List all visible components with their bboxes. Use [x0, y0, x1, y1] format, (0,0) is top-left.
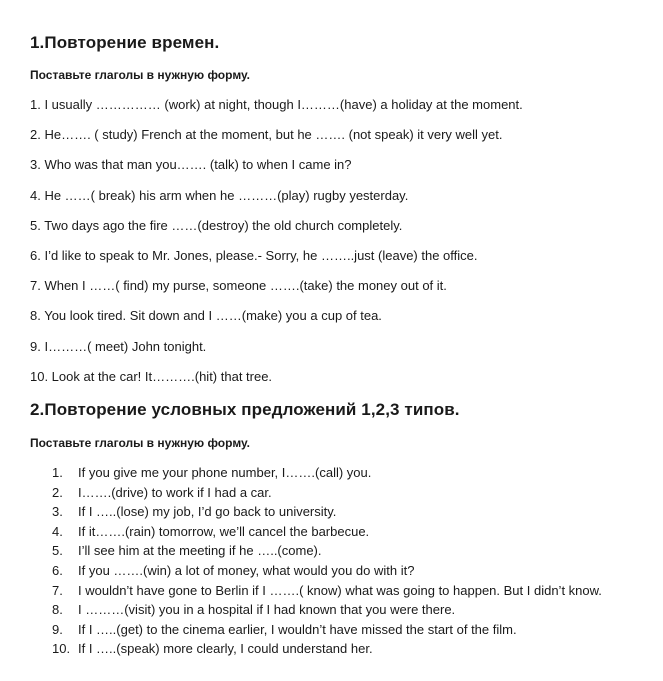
- item-number: 6.: [52, 562, 63, 578]
- item-number: 1.: [52, 465, 63, 480]
- section1-item: 6. I’d like to speak to Mr. Jones, please.- Sorry, he ……..just (leave) the office.: [30, 247, 478, 263]
- section2-title: 2.Повторение условных предложений 1,2,3 типов.: [30, 400, 460, 419]
- section2-item: [52, 464, 602, 484]
- item-text: If I …..(speak) more clearly, I could understand her.: [78, 641, 373, 657]
- section1-item: 2. He……. ( study) French at the moment, but he ……. (not speak) it very well yet.: [30, 127, 503, 143]
- item-number: 9.: [52, 621, 63, 637]
- item-number: 10.: [52, 641, 71, 657]
- item-text: If it…….(rain) tomorrow, we’ll cancel the barbecue.: [78, 523, 370, 539]
- section2-item: [52, 601, 602, 621]
- item-text: If you give me your phone number, I…….(call) you.: [78, 465, 372, 480]
- item-text: If I …..(lose) my job, I’d go back to university.: [78, 504, 337, 520]
- item-number: 2.: [52, 484, 63, 500]
- item-text: If you …….(win) a lot of money, what would you do with it?: [78, 562, 415, 578]
- section2-instruction: Поставьте глаголы в нужную форму.: [30, 436, 250, 450]
- item-number: 7.: [52, 582, 63, 598]
- section2-exercise-list: [52, 464, 602, 660]
- section1-item: 4. He ……( break) his arm when he ………(play) rugby yesterday.: [30, 187, 409, 203]
- section2-item: [52, 582, 602, 602]
- section2-item: [52, 523, 602, 543]
- section2-item: [52, 503, 602, 523]
- item-number: 3.: [52, 504, 63, 520]
- section2-item: [52, 542, 602, 562]
- section1-item: 3. Who was that man you……. (talk) to when I came in?: [30, 157, 352, 173]
- item-text: I’ll see him at the meeting if he …..(come).: [78, 543, 322, 559]
- section2-item: [52, 484, 602, 504]
- section1-item: 10. Look at the car! It……….(hit) that tree.: [30, 368, 273, 384]
- item-text: I…….(drive) to work if I had a car.: [78, 484, 272, 500]
- section1-item: 1. I usually …………… (work) at night, though I………(have) a holiday at the moment.: [30, 97, 523, 112]
- section2-item: [52, 640, 602, 660]
- item-number: 8.: [52, 602, 63, 618]
- item-number: 5.: [52, 543, 63, 559]
- item-text: I wouldn’t have gone to Berlin if I …….( know) what was going to happen. But I didn’t know.: [78, 582, 602, 598]
- section1-item: 8. You look tired. Sit down and I ……(make) you a cup of tea.: [30, 308, 382, 324]
- section1-title: 1.Повторение времен.: [30, 33, 220, 52]
- section1-item: 7. When I ……( find) my purse, someone …….(take) the money out of it.: [30, 278, 447, 294]
- section1-instruction: Поставьте глаголы в нужную форму.: [30, 68, 250, 82]
- item-text: If I …..(get) to the cinema earlier, I wouldn’t have missed the start of the film.: [78, 621, 517, 637]
- item-text: I ………(visit) you in a hospital if I had known that you were there.: [78, 602, 456, 618]
- section2-item: [52, 562, 602, 582]
- section2-item: [52, 621, 602, 641]
- item-number: 4.: [52, 523, 63, 539]
- section1-item: 5. Two days ago the fire ……(destroy) the old church completely.: [30, 217, 403, 233]
- section1-item: 9. I………( meet) John tonight.: [30, 338, 207, 354]
- section1-exercise-list: [30, 96, 523, 398]
